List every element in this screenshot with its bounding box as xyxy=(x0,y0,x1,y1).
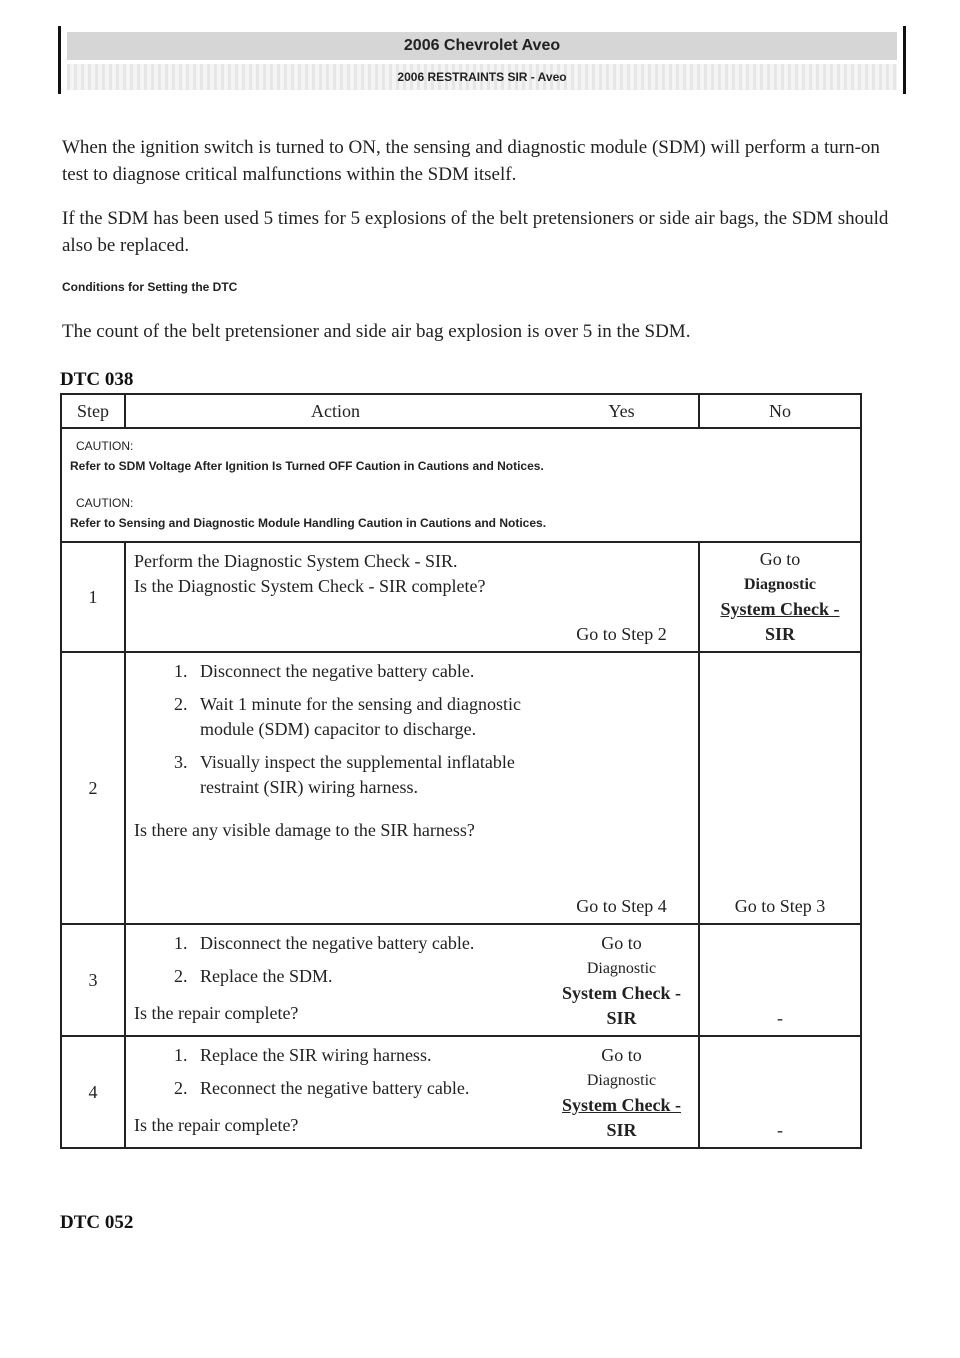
step-1-action xyxy=(125,542,545,652)
header-step: Step xyxy=(61,394,125,428)
table-header-row xyxy=(61,394,861,428)
document-subtitle: 2006 RESTRAINTS SIR - Aveo xyxy=(67,64,897,90)
header-yes: Yes xyxy=(545,394,699,428)
conditions-paragraph: The count of the belt pretensioner and side air bag explosion is over 5 in the SDM. xyxy=(62,321,691,342)
caution-1-text: Refer to SDM Voltage After Ignition Is Turned OFF Caution in Cautions and Notices. xyxy=(70,459,544,473)
step-1-yes: Go to Step 2 xyxy=(545,542,699,652)
step-2-number: 2 xyxy=(61,652,125,924)
step-4-item-1: 1. Replace the SIR wiring harness. xyxy=(192,1043,552,1068)
caution-cell xyxy=(61,428,861,542)
step-4-diagnostic-link[interactable]: System Check - xyxy=(562,1095,681,1115)
caution-1-title: CAUTION: xyxy=(76,439,134,453)
step-4-yes xyxy=(545,1036,699,1148)
header-action: Action xyxy=(125,394,545,428)
step-3-no: - xyxy=(699,924,861,1036)
step-3-yes-line-1: Go to xyxy=(601,933,642,953)
caution-2-text: Refer to Sensing and Diagnostic Module Handling Caution in Cautions and Notices. xyxy=(70,516,547,530)
step-4-action xyxy=(125,1036,545,1148)
conditions-heading: Conditions for Setting the DTC xyxy=(62,280,238,294)
step-1-no-line-2: Diagnostic xyxy=(744,576,816,593)
step-3-diagnostic-link[interactable]: System Check - xyxy=(562,983,681,1003)
step-4-yes-line-1: Go to xyxy=(601,1045,642,1065)
table-row-step-1 xyxy=(61,542,861,652)
step-2-yes: Go to Step 4 xyxy=(545,652,699,924)
dtc-052-heading: DTC 052 xyxy=(60,1212,134,1233)
step-3-yes xyxy=(545,924,699,1036)
step-3-number: 3 xyxy=(61,924,125,1036)
caution-2-title: CAUTION: xyxy=(76,496,134,510)
step-2-item-1: 1. Disconnect the negative battery cable. xyxy=(192,659,532,684)
step-3-question: Is the repair complete? xyxy=(134,1003,299,1023)
diagnostic-table xyxy=(60,393,862,1149)
step-2-item-3: 3. Visually inspect the supplemental inflatable restraint (SIR) wiring harness. xyxy=(192,750,532,800)
intro-paragraph-1: When the ignition switch is turned to ON, the sensing and diagnostic module (SDM) will perform a turn-on test to diagnose critical malfunctions within the SDM itself. xyxy=(62,137,880,185)
step-4-number: 4 xyxy=(61,1036,125,1148)
step-1-question: Is the Diagnostic System Check - SIR complete? xyxy=(134,576,486,596)
document-title: 2006 Chevrolet Aveo xyxy=(67,32,897,60)
table-row-step-4 xyxy=(61,1036,861,1148)
header-no: No xyxy=(699,394,861,428)
step-1-no-line-4: SIR xyxy=(764,624,795,644)
step-1-action-text: Perform the Diagnostic System Check - SIR. xyxy=(134,551,458,571)
step-4-question: Is the repair complete? xyxy=(134,1115,299,1135)
step-4-yes-line-4: SIR xyxy=(606,1120,637,1140)
table-row-step-2 xyxy=(61,652,861,924)
step-3-yes-line-2: Diagnostic xyxy=(586,960,657,977)
step-2-item-2: 2. Wait 1 minute for the sensing and diagnostic module (SDM) capacitor to discharge. xyxy=(192,692,532,742)
step-1-no xyxy=(699,542,861,652)
step-3-item-2: 2. Replace the SDM. xyxy=(192,964,532,989)
step-2-no: Go to Step 3 xyxy=(699,652,861,924)
step-3-item-1: 1. Disconnect the negative battery cable. xyxy=(192,931,532,956)
step-4-item-2: 2. Reconnect the negative battery cable. xyxy=(192,1076,552,1101)
step-1-no-line-1: Go to xyxy=(759,549,801,569)
caution-row xyxy=(61,428,861,542)
step-1-number: 1 xyxy=(61,542,125,652)
step-4-yes-line-2: Diagnostic xyxy=(586,1072,657,1089)
dtc-038-heading: DTC 038 xyxy=(60,369,134,390)
table-row-step-3 xyxy=(61,924,861,1036)
step-2-question: Is there any visible damage to the SIR harness? xyxy=(134,820,475,840)
step-3-action xyxy=(125,924,545,1036)
page-header xyxy=(58,26,906,94)
step-2-action xyxy=(125,652,545,924)
step-4-no: - xyxy=(699,1036,861,1148)
intro-paragraph-2: If the SDM has been used 5 times for 5 explosions of the belt pretensioners or side air bags, the SDM should also be replaced. xyxy=(62,208,889,256)
step-1-diagnostic-link[interactable]: System Check - xyxy=(720,599,840,619)
step-3-yes-line-4: SIR xyxy=(606,1008,637,1028)
